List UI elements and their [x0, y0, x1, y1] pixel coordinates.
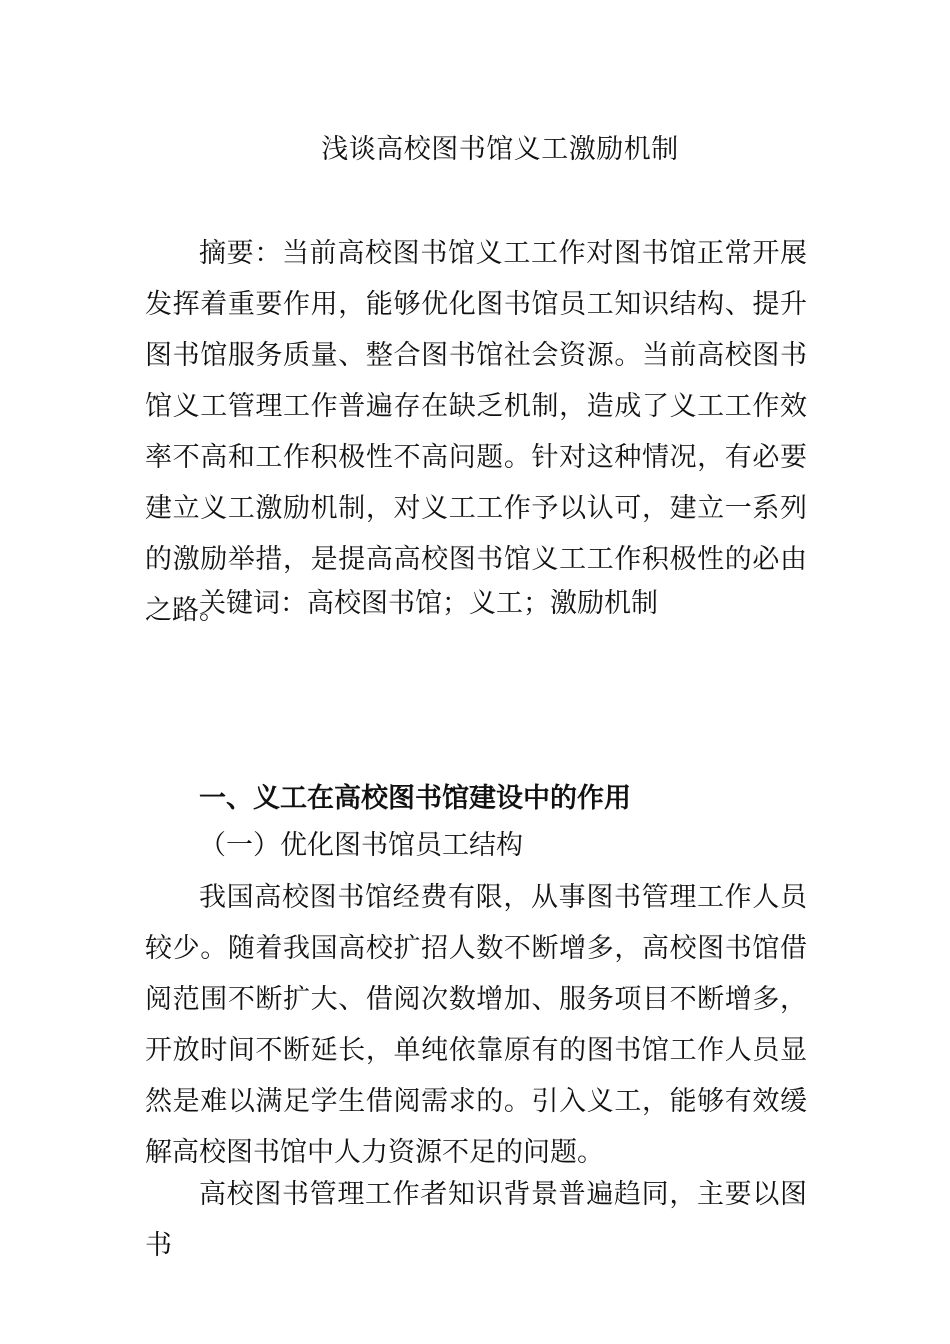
document-title: 浅谈高校图书馆义工激励机制 — [321, 134, 679, 165]
body-paragraph: 我国高校图书馆经费有限，从事图书管理工作人员较少。随着我国高校扩招人数不断增多，高校图书馆借阅范围不断扩大、借阅次数增加、服务项目不断增多，开放时间不断延长，单纯依靠原有的图书馆工作人员显然是难以满足学生借阅需求的。引入义工，能够有效缓解高校图书馆中人力资源不足的问题。 — [145, 882, 807, 1168]
section-heading: 一、义工在高校图书馆建设中的作用 — [199, 783, 631, 814]
keywords-line: 关键词：高校图书馆；义工；激励机制 — [199, 588, 658, 619]
body-paragraph: 高校图书管理工作者知识背景普遍趋同，主要以图书 — [145, 1179, 807, 1261]
subsection-heading: （一）优化图书馆员工结构 — [199, 830, 523, 861]
abstract-paragraph: 摘要：当前高校图书馆义工工作对图书馆正常开展发挥着重要作用，能够优化图书馆员工知识结构、提升图书馆服务质量、整合图书馆社会资源。当前高校图书馆义工管理工作普遍存在缺乏机制，造成了义工工作效率不高和工作积极性不高问题。针对这种情况，有必要建立义工激励机制，对义工工作予以认可，建立一系列的激励举措，是提高高校图书馆义工工作积极性的必由之路。 — [145, 238, 807, 626]
